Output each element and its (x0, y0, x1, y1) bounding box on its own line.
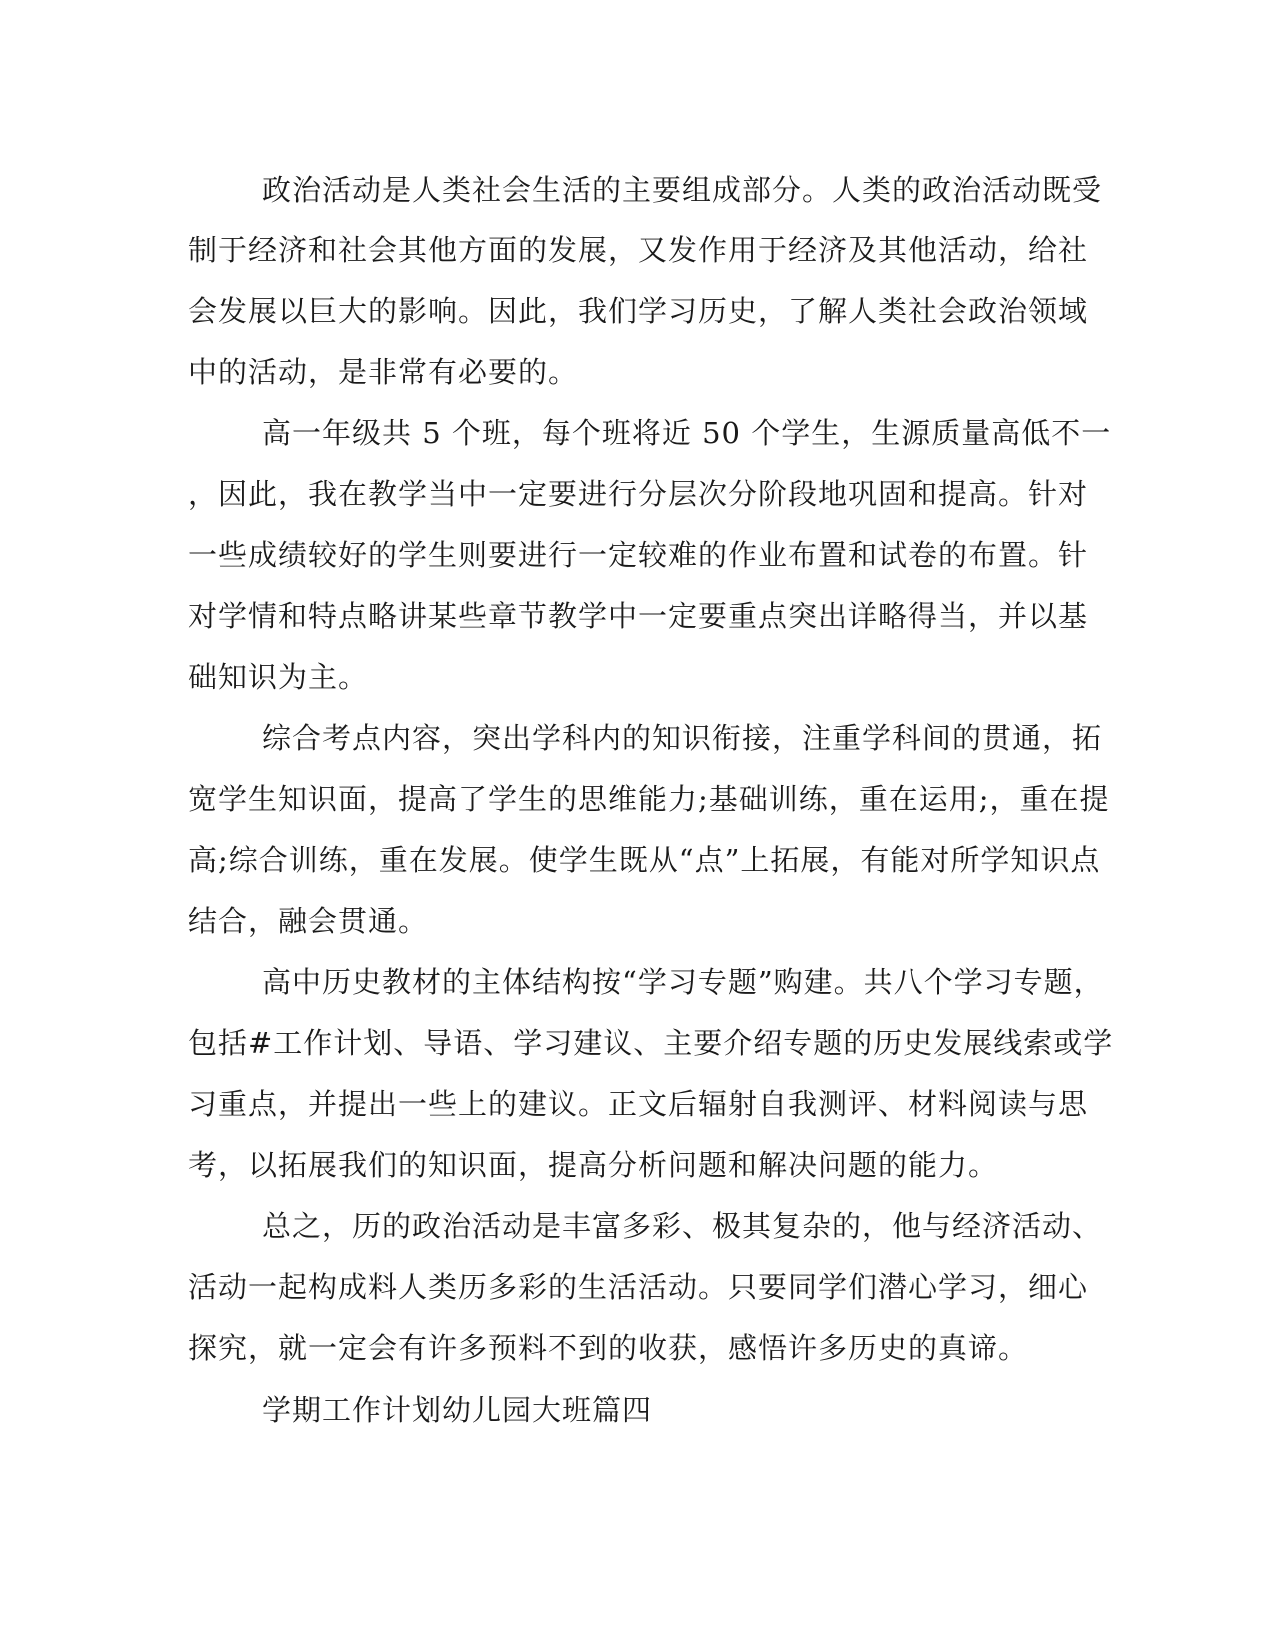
paragraph-4-line-3: 习重点，并提出一些上的建议。正文后辐射自我测评、材料阅读与思 (188, 1087, 1089, 1121)
paragraph-1-line-2: 制于经济和社会其他方面的发展，又发作用于经济及其他活动，给社 (188, 233, 1089, 267)
paragraph-2-line-2: ，因此，我在教学当中一定要进行分层次分阶段地巩固和提高。针对 (188, 477, 1089, 511)
paragraph-1-line-1: 政治活动是人类社会生活的主要组成部分。人类的政治活动既受 (262, 173, 1103, 207)
paragraph-5-line-2: 活动一起构成料人类历多彩的生活活动。只要同学们潜心学习，细心 (188, 1270, 1089, 1304)
paragraph-4-line-1: 高中历史教材的主体结构按“学习专题”购建。共八个学习专题， (262, 965, 1104, 999)
paragraph-3-line-4: 结合，融会贯通。 (188, 904, 429, 938)
paragraph-1-line-3: 会发展以巨大的影响。因此，我们学习历史，了解人类社会政治领域 (188, 294, 1089, 328)
paragraph-2-line-5: 础知识为主。 (188, 660, 369, 694)
paragraph-2-line-3: 一些成绩较好的学生则要进行一定较难的作业布置和试卷的布置。针 (188, 538, 1089, 572)
section-heading: 学期工作计划幼儿园大班篇四 (262, 1393, 653, 1427)
paragraph-1-line-4: 中的活动，是非常有必要的。 (188, 355, 579, 389)
paragraph-4-line-4: 考，以拓展我们的知识面，提高分析问题和解决问题的能力。 (188, 1148, 999, 1182)
paragraph-5-line-3: 探究，就一定会有许多预料不到的收获，感悟许多历史的真谛。 (188, 1331, 1029, 1365)
paragraph-3-line-3: 高;综合训练，重在发展。使学生既从“点”上拓展，有能对所学知识点 (188, 843, 1101, 877)
paragraph-5-line-1: 总之，历的政治活动是丰富多彩、极其复杂的，他与经济活动、 (262, 1209, 1103, 1243)
paragraph-4-line-2: 包括#工作计划、导语、学习建议、主要介绍专题的历史发展线索或学 (188, 1026, 1114, 1060)
paragraph-2-line-4: 对学情和特点略讲某些章节教学中一定要重点突出详略得当，并以基 (188, 599, 1089, 633)
paragraph-3-line-2: 宽学生知识面，提高了学生的思维能力;基础训练，重在运用;，重在提 (188, 782, 1110, 816)
paragraph-3-line-1: 综合考点内容，突出学科内的知识衔接，注重学科间的贯通，拓 (262, 721, 1103, 755)
paragraph-2-line-1: 高一年级共 5 个班，每个班将近 50 个学生，生源质量高低不一 (262, 416, 1112, 450)
